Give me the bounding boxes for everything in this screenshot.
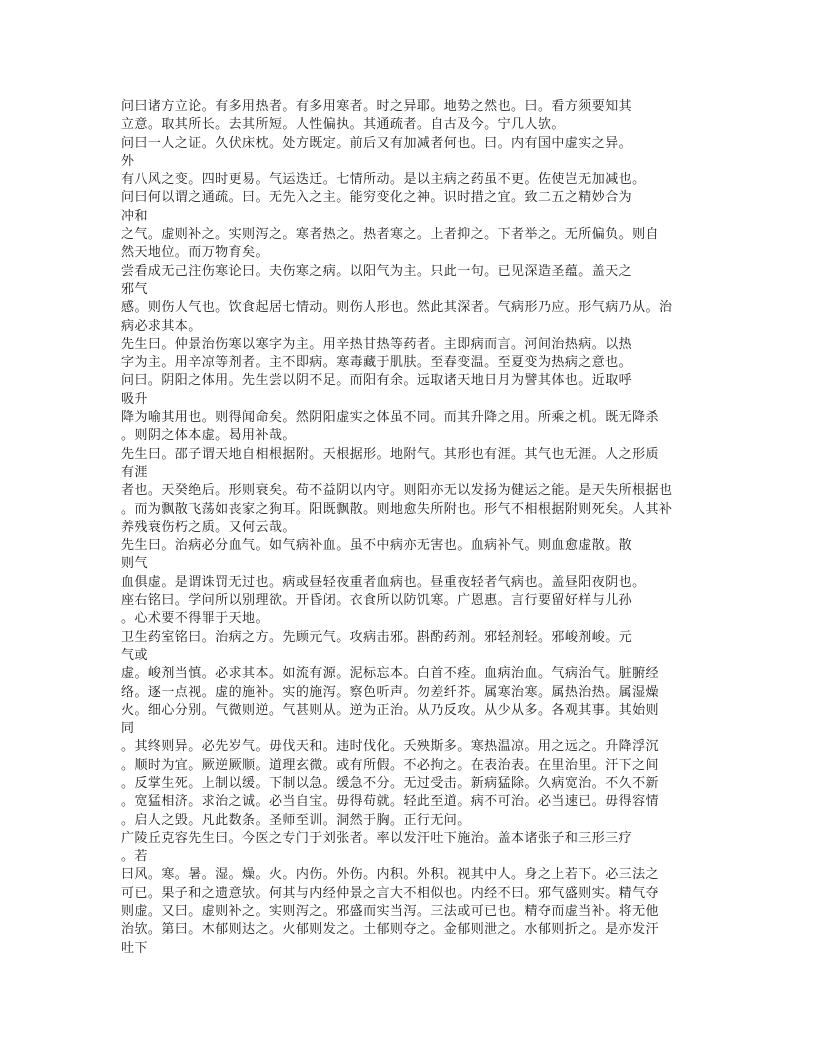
text-line: 。反掌生死。上制以缓。下制以急。缓急不分。无过受击。新病猛除。久病宽治。不久不新 <box>121 775 660 791</box>
text-line: 先生曰。邵子谓天地自相根据附。天根据形。地附气。其形也有涯。其气也无涯。人之形质 <box>121 446 660 462</box>
text-line: 感。则伤人气也。饮食起居七情动。则伤人形也。然此其深者。气病形乃应。形气病乃从。治 <box>121 300 673 316</box>
text-line: 字为主。用辛凉等剂者。主不即病。寒毒藏于肌肤。至春变温。至夏变为热病之意也。 <box>121 355 633 371</box>
text-line: 络。逐一点视。虚的施补。实的施泻。察色听声。勿差纤芥。属寒治寒。属热治热。属湿燥 <box>121 684 660 700</box>
text-line: 者也。天癸绝后。形则衰矣。苟不益阴以内守。则阳亦无以发扬为健运之能。是天失所根据也 <box>121 483 673 499</box>
text-line: 血俱虚。是谓诛罚无过也。病或昼轻夜重者血病也。昼重夜轻者气病也。盖昼阳夜阴也。 <box>121 574 646 590</box>
text-line: 之气。虚则补之。实则泻之。寒者热之。热者寒之。上者抑之。下者举之。无所偏负。则自 <box>121 227 660 243</box>
text-line: 可已。果子和之遗意欤。何其与内经仲景之言大不相似也。内经不曰。邪气盛则实。精气夺 <box>121 885 660 901</box>
text-line: 座右铭曰。学问所以别理欲。开昏闭。衣食所以防饥寒。广恩惠。言行要留好样与儿孙 <box>121 593 633 609</box>
text-line: 曰风。寒。暑。湿。燥。火。内伤。外伤。内积。外积。视其中人。身之上若下。必三法之 <box>121 867 660 883</box>
text-line: 有八风之变。四时更易。气运迭迁。七情所动。是以主病之药虽不更。佐使岂无加减也。 <box>121 172 646 188</box>
text-line: 同 <box>121 721 135 737</box>
text-line: 气或 <box>121 647 148 663</box>
text-line: 降为喻其用也。则得闻命矣。然阴阳虚实之体虽不同。而其升降之用。所乘之机。既无降杀 <box>121 410 660 426</box>
text-line: 先生曰。仲景治伤寒以寒字为主。用辛热甘热等药者。主即病而言。河间治热病。以热 <box>121 336 633 352</box>
text-line: 外 <box>121 153 135 169</box>
text-line: 然天地位。而万物育矣。 <box>121 245 269 261</box>
text-line: 问曰诸方立论。有多用热者。有多用寒者。时之异耶。地势之然也。曰。看方须要知其 <box>121 99 633 114</box>
text-line: 。其终则异。必先岁气。毋伐天和。违时伐化。夭殃斯多。寒热温凉。用之远之。升降浮沉 <box>121 739 660 755</box>
text-line: 虚。峻剂当慎。必求其本。如流有源。泥标忘本。白首不痊。血病治血。气病治气。脏腑经 <box>121 666 660 682</box>
text-line: 则虚。又曰。虚则补之。实则泻之。邪盛而实当泻。三法或可已也。精夺而虚当补。将无他 <box>121 904 660 920</box>
text-line: 问曰。阴阳之体用。先生尝以阴不足。而阳有余。远取诸天地日月为譬其体也。近取呼 <box>121 373 633 389</box>
text-line: 冲和 <box>121 208 148 224</box>
text-line: 问曰一人之证。久伏床枕。处方既定。前后又有加减者何也。曰。内有国中虚实之异。 <box>121 135 633 151</box>
text-line: 吸升 <box>121 391 148 407</box>
text-line: 。若 <box>121 849 148 865</box>
text-line: 尝看成无己注伤寒论曰。夫伤寒之病。以阳气为主。只此一句。已见深造圣蕴。盖天之 <box>121 263 633 279</box>
text-line: 养残衰伤朽之质。又何云哉。 <box>121 519 296 535</box>
text-line: 广陵丘克容先生曰。今医之专门于刘张者。率以发汗吐下施治。盖本诸张子和三形三疗 <box>121 830 633 846</box>
text-line: 。心术要不得罪于天地。 <box>121 611 269 627</box>
text-line: 。而为飘散飞荡如丧家之狗耳。阳既飘散。则地愈失所附也。形气不相根据附则死矣。人其补 <box>121 501 673 517</box>
text-line: 邪气 <box>121 281 148 297</box>
text-line: 。顺时为宜。厥逆厥顺。道理玄微。或有所假。不必拘之。在表治表。在里治里。汗下之间 <box>121 757 660 773</box>
document-body <box>121 98 696 958</box>
text-line: 火。细心分别。气微则逆。气甚则从。逆为正治。从乃反攻。从少从多。各观其事。其始则 <box>121 702 660 718</box>
text-line: 立意。取其所长。去其所短。人性偏执。其通疏者。自古及今。宁几人欤。 <box>121 117 565 133</box>
text-line: 则气 <box>121 556 148 572</box>
text-line: 问曰何以谓之通疏。曰。无先入之主。能穷变化之神。识时措之宜。致二五之精妙合为 <box>121 190 633 206</box>
text-line: 吐下 <box>121 940 148 956</box>
text-line: 先生曰。治病必分血气。如气病补血。虽不中病亦无害也。血病补气。则血愈虚散。散 <box>121 538 633 554</box>
text-line: 病必求其本。 <box>121 318 202 334</box>
text-line: 有涯 <box>121 464 148 480</box>
text-line: 卫生药室铭曰。治病之方。先顾元气。攻病击邪。斟酌药剂。邪轻剂轻。邪峻剂峻。元 <box>121 629 633 645</box>
text-line: 。启人之毁。凡此数条。圣师至训。洞然于胸。正行无问。 <box>121 812 471 828</box>
text-line: 治欤。第曰。木郁则达之。火郁则发之。土郁则夺之。金郁则泄之。水郁则折之。是亦发汗 <box>121 922 660 938</box>
text-line: 。宽猛相济。求治之诚。必当自宝。毋得苟就。轻此至道。病不可治。必当速已。毋得容情 <box>121 794 660 810</box>
text-line: 。则阴之体本虚。曷用补哉。 <box>121 428 296 444</box>
